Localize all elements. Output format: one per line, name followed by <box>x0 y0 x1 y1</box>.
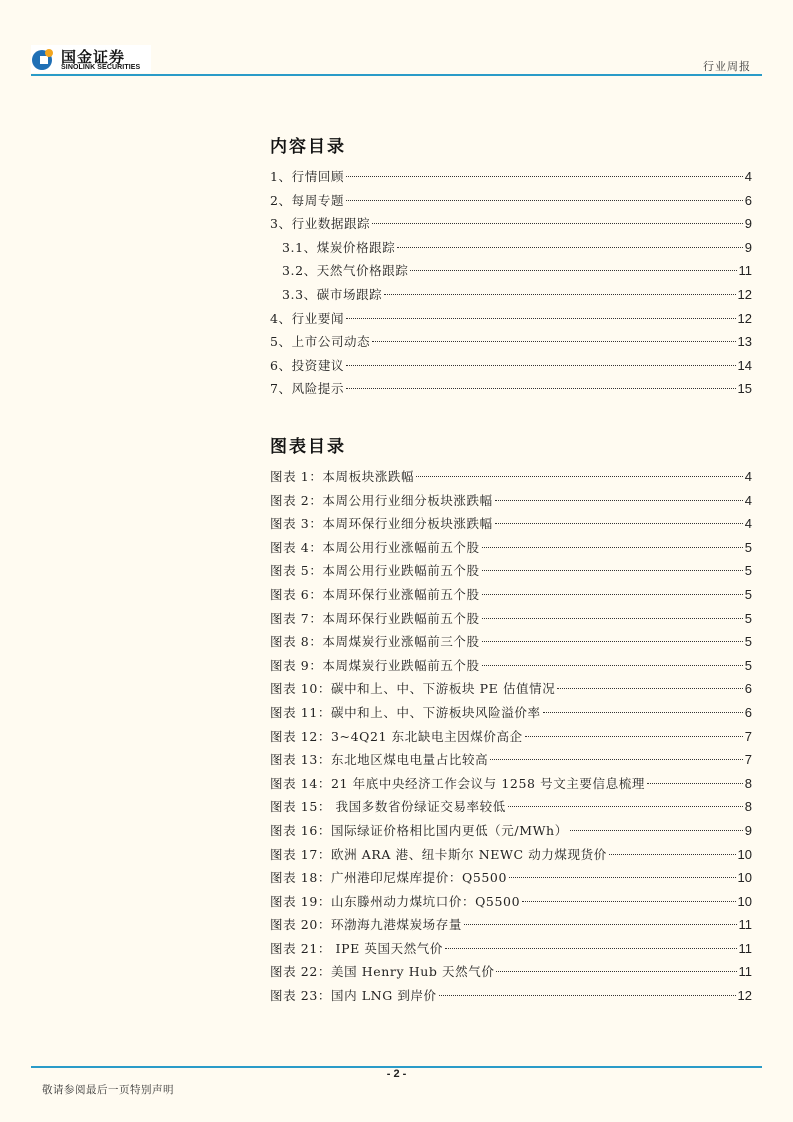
toc-entry-page[interactable]: 4 <box>744 469 752 484</box>
dot-leader <box>346 318 735 319</box>
figures-toc-row[interactable] <box>270 489 752 513</box>
toc-entry-label[interactable]: 图表 7：本周环保行业跌幅前五个股 <box>270 610 480 626</box>
dot-leader <box>482 570 743 571</box>
toc-entry-label[interactable]: 图表 22：美国 Henry Hub 天然气价 <box>270 964 495 980</box>
toc-entry-page[interactable]: 6 <box>744 681 752 697</box>
toc-entry-page[interactable]: 5 <box>744 563 752 579</box>
toc-entry-page[interactable]: 10 <box>737 870 752 886</box>
report-type: 行业周报 <box>703 60 751 73</box>
toc-entry-label[interactable]: 3.2、天然气价格跟踪 <box>282 263 409 279</box>
toc-entry-label[interactable]: 4、行业要闻 <box>270 310 345 326</box>
figures-toc-row[interactable] <box>270 536 752 560</box>
toc-entry-page[interactable]: 9 <box>744 239 752 255</box>
dot-leader <box>647 783 743 784</box>
toc-entry-label[interactable]: 图表 20：环渤海九港煤炭场存量 <box>270 917 462 933</box>
contents-toc <box>270 135 752 401</box>
toc-entry-page[interactable]: 4 <box>744 169 752 184</box>
toc-entry-page[interactable]: 12 <box>737 310 752 326</box>
toc-entry-label[interactable]: 图表 3：本周环保行业细分板块涨跌幅 <box>270 516 493 532</box>
dot-leader <box>384 294 735 295</box>
dot-leader <box>509 877 735 878</box>
figures-list <box>270 465 752 1008</box>
dot-leader <box>543 712 743 713</box>
toc-entry-label[interactable]: 图表 2：本周公用行业细分板块涨跌幅 <box>270 492 493 508</box>
figures-toc-row[interactable] <box>270 725 752 749</box>
logo-mark-icon <box>31 47 55 71</box>
contents-toc-row[interactable] <box>270 236 752 260</box>
toc-entry-page[interactable]: 4 <box>744 492 752 508</box>
toc-entry-page[interactable]: 12 <box>737 286 752 302</box>
toc-entry-page[interactable]: 12 <box>737 988 752 1004</box>
toc-entry-page[interactable]: 5 <box>744 539 752 555</box>
toc-entry-page[interactable]: 11 <box>738 917 752 933</box>
figures-toc-row[interactable] <box>270 819 752 843</box>
toc-entry-label[interactable]: 图表 18：广州港印尼煤库提价：Q5500 <box>270 870 508 886</box>
toc-entry-label[interactable]: 2、每周专题 <box>270 192 345 208</box>
toc-entry-page[interactable]: 11 <box>738 964 752 980</box>
contents-toc-row[interactable] <box>270 307 752 331</box>
toc-entry-page[interactable]: 9 <box>744 216 752 232</box>
contents-toc-row[interactable] <box>270 165 752 189</box>
contents-toc-row[interactable] <box>270 377 752 401</box>
toc-entry-page[interactable]: 5 <box>744 657 752 673</box>
figures-toc-row[interactable] <box>270 866 752 890</box>
toc-entry-label[interactable]: 图表 13：东北地区煤电电量占比较高 <box>270 752 489 768</box>
toc-entry-page[interactable]: 10 <box>737 893 752 909</box>
toc-entry-label[interactable]: 3.1、煤炭价格跟踪 <box>282 239 396 255</box>
dot-leader <box>508 806 743 807</box>
dot-leader <box>525 736 743 737</box>
toc-entry-label[interactable]: 图表 23：国内 LNG 到岸价 <box>270 988 437 1004</box>
toc-entry-label[interactable]: 图表 14：21 年底中央经济工作会议与 1258 号文主要信息梳理 <box>270 775 645 791</box>
dot-leader <box>495 500 743 501</box>
toc-entry-page[interactable]: 14 <box>737 357 752 373</box>
dot-leader <box>609 854 736 855</box>
dot-leader <box>482 547 743 548</box>
toc-entry-label[interactable]: 图表 12：3~4Q21 东北缺电主因煤价高企 <box>270 728 523 744</box>
dot-leader <box>372 341 735 342</box>
logo-chinese-name: 国金证券 <box>61 48 126 66</box>
header-divider <box>31 74 762 76</box>
contents-toc-row[interactable] <box>270 212 752 236</box>
dot-leader <box>570 830 743 831</box>
figures-toc-row[interactable] <box>270 583 752 607</box>
toc-entry-label[interactable]: 图表 5：本周公用行业跌幅前五个股 <box>270 563 480 579</box>
toc-entry-page[interactable]: 13 <box>737 334 752 350</box>
figures-toc-row[interactable] <box>270 630 752 654</box>
toc-entry-page[interactable]: 9 <box>744 822 752 838</box>
disclaimer-note: 敬请参阅最后一页特别声明 <box>42 1084 174 1096</box>
contents-toc-row[interactable] <box>270 259 752 283</box>
contents-title: 内容目录 <box>270 137 346 157</box>
toc-entry-page[interactable]: 6 <box>744 192 752 208</box>
toc-entry-label[interactable]: 图表 9：本周煤炭行业跌幅前五个股 <box>270 657 480 673</box>
toc-entry-label[interactable]: 图表 21： IPE 英国天然气价 <box>270 940 443 956</box>
figures-toc-row[interactable] <box>270 772 752 796</box>
contents-toc-row[interactable] <box>270 354 752 378</box>
dot-leader <box>482 665 743 666</box>
dot-leader <box>482 618 743 619</box>
figures-toc-row[interactable] <box>270 465 752 489</box>
figures-toc <box>270 435 752 1008</box>
toc-entry-page[interactable]: 4 <box>744 516 752 532</box>
toc-entry-page[interactable]: 8 <box>744 799 752 815</box>
toc-entry-page[interactable]: 11 <box>738 940 752 956</box>
contents-list <box>270 165 752 401</box>
dot-leader <box>496 971 736 972</box>
figures-toc-row[interactable] <box>270 843 752 867</box>
toc-entry-page[interactable]: 10 <box>737 846 752 862</box>
company-logo <box>31 45 151 73</box>
figures-toc-row[interactable] <box>270 748 752 772</box>
figures-toc-row[interactable] <box>270 795 752 819</box>
dot-leader <box>482 594 743 595</box>
toc-entry-label[interactable]: 图表 4：本周公用行业涨幅前五个股 <box>270 539 480 555</box>
dot-leader <box>490 759 743 760</box>
dot-leader <box>445 948 737 949</box>
toc-entry-page[interactable]: 6 <box>744 704 752 720</box>
toc-entry-label[interactable]: 图表 10：碳中和上、中、下游板块 PE 估值情况 <box>270 681 556 697</box>
dot-leader <box>346 176 743 177</box>
figures-toc-row[interactable] <box>270 607 752 631</box>
toc-entry-label[interactable]: 1、行情回顾 <box>270 169 345 184</box>
toc-entry-label[interactable]: 5、上市公司动态 <box>270 334 371 350</box>
dot-leader <box>557 688 742 689</box>
logo-english-name: SINOLINK SECURITIES <box>61 64 141 71</box>
figures-title: 图表目录 <box>270 437 346 457</box>
dot-leader <box>482 641 743 642</box>
figures-toc-row[interactable] <box>270 984 752 1008</box>
toc-entry-page[interactable]: 5 <box>744 586 752 602</box>
toc-entry-label[interactable]: 图表 16：国际绿证价格相比国内更低（元/MWh） <box>270 822 568 838</box>
dot-leader <box>522 901 735 902</box>
dot-leader <box>410 270 736 271</box>
figures-toc-row[interactable] <box>270 701 752 725</box>
dot-leader <box>346 365 735 366</box>
figures-toc-row[interactable] <box>270 512 752 536</box>
dot-leader <box>495 523 743 524</box>
toc-entry-page[interactable]: 7 <box>744 728 752 744</box>
figures-toc-row[interactable] <box>270 937 752 961</box>
figures-toc-row[interactable] <box>270 960 752 984</box>
dot-leader <box>397 247 742 248</box>
dot-leader <box>346 200 743 201</box>
toc-entry-page[interactable]: 5 <box>744 610 752 626</box>
dot-leader <box>346 388 735 389</box>
toc-entry-label[interactable]: 图表 11：碳中和上、中、下游板块风险溢价率 <box>270 704 541 720</box>
figures-toc-row[interactable] <box>270 913 752 937</box>
dot-leader <box>439 995 736 996</box>
toc-entry-label[interactable]: 6、投资建议 <box>270 357 345 373</box>
toc-entry-label[interactable]: 图表 19：山东滕州动力煤坑口价：Q5500 <box>270 893 521 909</box>
contents-toc-row[interactable] <box>270 189 752 213</box>
toc-entry-label[interactable]: 图表 15： 我国多数省份绿证交易率较低 <box>270 799 506 815</box>
figures-toc-row[interactable] <box>270 559 752 583</box>
toc-entry-label[interactable]: 3、行业数据跟踪 <box>270 216 371 232</box>
dot-leader <box>464 924 737 925</box>
contents-toc-row[interactable] <box>270 283 752 307</box>
toc-entry-label[interactable]: 图表 6：本周环保行业涨幅前五个股 <box>270 586 480 602</box>
toc-entry-page[interactable]: 8 <box>744 775 752 791</box>
figures-toc-row[interactable] <box>270 677 752 701</box>
dot-leader <box>372 223 743 224</box>
page-number: - 2 - <box>386 1068 407 1080</box>
toc-entry-page[interactable]: 11 <box>738 263 752 279</box>
toc-entry-page[interactable]: 15 <box>737 381 752 397</box>
dot-leader <box>416 476 743 477</box>
figures-toc-row[interactable] <box>270 654 752 678</box>
figures-toc-row[interactable] <box>270 890 752 914</box>
toc-entry-label[interactable]: 图表 17：欧洲 ARA 港、纽卡斯尔 NEWC 动力煤现货价 <box>270 846 607 862</box>
toc-entry-label[interactable]: 图表 1：本周板块涨跌幅 <box>270 469 415 484</box>
toc-entry-page[interactable]: 5 <box>744 634 752 650</box>
contents-toc-row[interactable] <box>270 330 752 354</box>
toc-entry-label[interactable]: 7、风险提示 <box>270 381 345 397</box>
toc-entry-page[interactable]: 7 <box>744 752 752 768</box>
toc-entry-label[interactable]: 3.3、碳市场跟踪 <box>282 286 383 302</box>
toc-entry-label[interactable]: 图表 8：本周煤炭行业涨幅前三个股 <box>270 634 480 650</box>
